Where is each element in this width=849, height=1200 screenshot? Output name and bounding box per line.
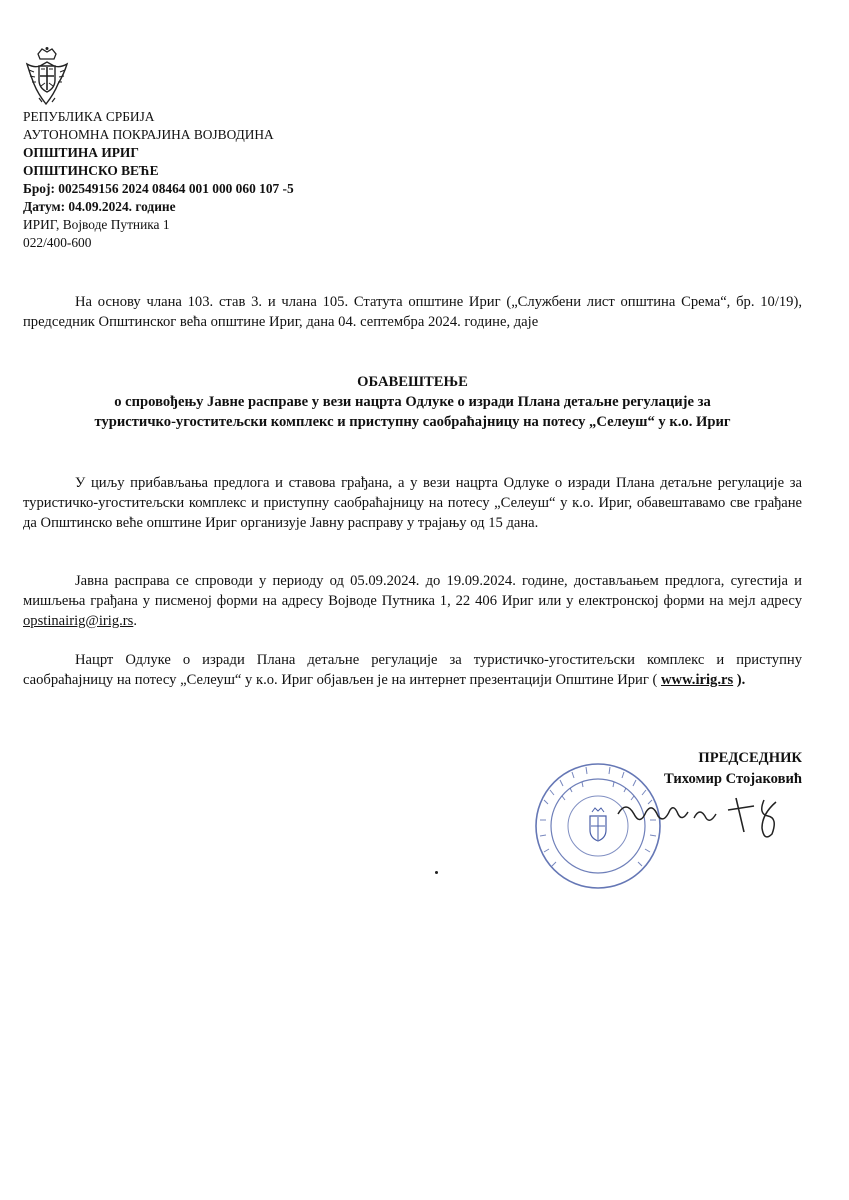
notice-heading: ОБАВЕШТЕЊЕ bbox=[357, 374, 468, 390]
header-address: ИРИГ, Војводе Путника 1 bbox=[23, 217, 170, 232]
paragraph-2-end: . bbox=[133, 613, 137, 629]
handwritten-signature bbox=[612, 784, 792, 844]
website-link[interactable]: www.irig.rs bbox=[661, 672, 734, 688]
header-date: Датум: 04.09.2024. године bbox=[23, 199, 176, 214]
header-municipality: ОПШТИНА ИРИГ bbox=[23, 145, 139, 160]
notice-subtitle-line1: о спровођењу Јавне расправе у вези нацрта Одлуке о изради Плана детаљне регулације за bbox=[114, 394, 711, 410]
paragraph-3-end: ). bbox=[733, 672, 746, 688]
header-phone: 022/400-600 bbox=[23, 235, 92, 250]
notice-title bbox=[23, 372, 802, 432]
signature-role: ПРЕДСЕДНИК bbox=[698, 750, 802, 766]
email-link[interactable]: opstinairig@irig.rs bbox=[23, 613, 134, 629]
header-republic: РЕПУБЛИКА СРБИЈА bbox=[23, 109, 155, 124]
paragraph-3-text: Нацрт Одлуке о изради Плана детаљне регулације за туристичко-угоститељски комплекс и приступну саобраћајницу на потесу „Селеуш“ у к.о. Ириг објављен је на интернет презентацији Општине Ириг ( bbox=[23, 652, 802, 688]
coat-of-arms-icon bbox=[24, 46, 70, 110]
header-province: АУТОНОМНА ПОКРАЈИНА ВОЈВОДИНА bbox=[23, 127, 274, 142]
paragraph-3 bbox=[23, 650, 802, 690]
intro-paragraph bbox=[23, 292, 802, 332]
paragraph-2-text: Јавна расправа се спроводи у периоду од 05.09.2024. до 19.09.2024. године, достављањем предлога, сугестија и мишљења грађана у писменој форми на адресу Војводе Путника 1, 22 406 Ириг или у електронској форми на мејл адресу bbox=[23, 573, 802, 609]
header-number: Број: 002549156 2024 08464 001 000 060 107 -5 bbox=[23, 181, 294, 196]
stray-dot bbox=[435, 871, 438, 874]
intro-text: На основу члана 103. став 3. и члана 105. Статута општине Ириг („Службени лист општина Срема“, бр. 10/19), председник Општинског већа општине Ириг, дана 04. септембра 2024. године, даје bbox=[23, 294, 802, 330]
paragraph-1: У циљу прибављања предлога и ставова грађана, а у вези нацрта Одлуке о изради Плана детаљне регулације за туристичко-угоститељски комплекс и приступну саобраћајницу на потесу „Селеуш“ у к.о. Ириг, обавештавамо све грађане да Општинско веће општине Ириг организује Јавну расправу у трајању од 15 дана. bbox=[23, 475, 802, 531]
document-header bbox=[23, 108, 294, 252]
notice-subtitle-line2: туристичко-угоститељски комплекс и приступну саобраћајницу на потесу „Селеуш“ у к.о. Ириг bbox=[94, 414, 731, 430]
signature-name: Тихомир Стојаковић bbox=[664, 771, 802, 787]
paragraph-2 bbox=[23, 571, 802, 631]
header-council: ОПШТИНСКО ВЕЋЕ bbox=[23, 163, 159, 178]
